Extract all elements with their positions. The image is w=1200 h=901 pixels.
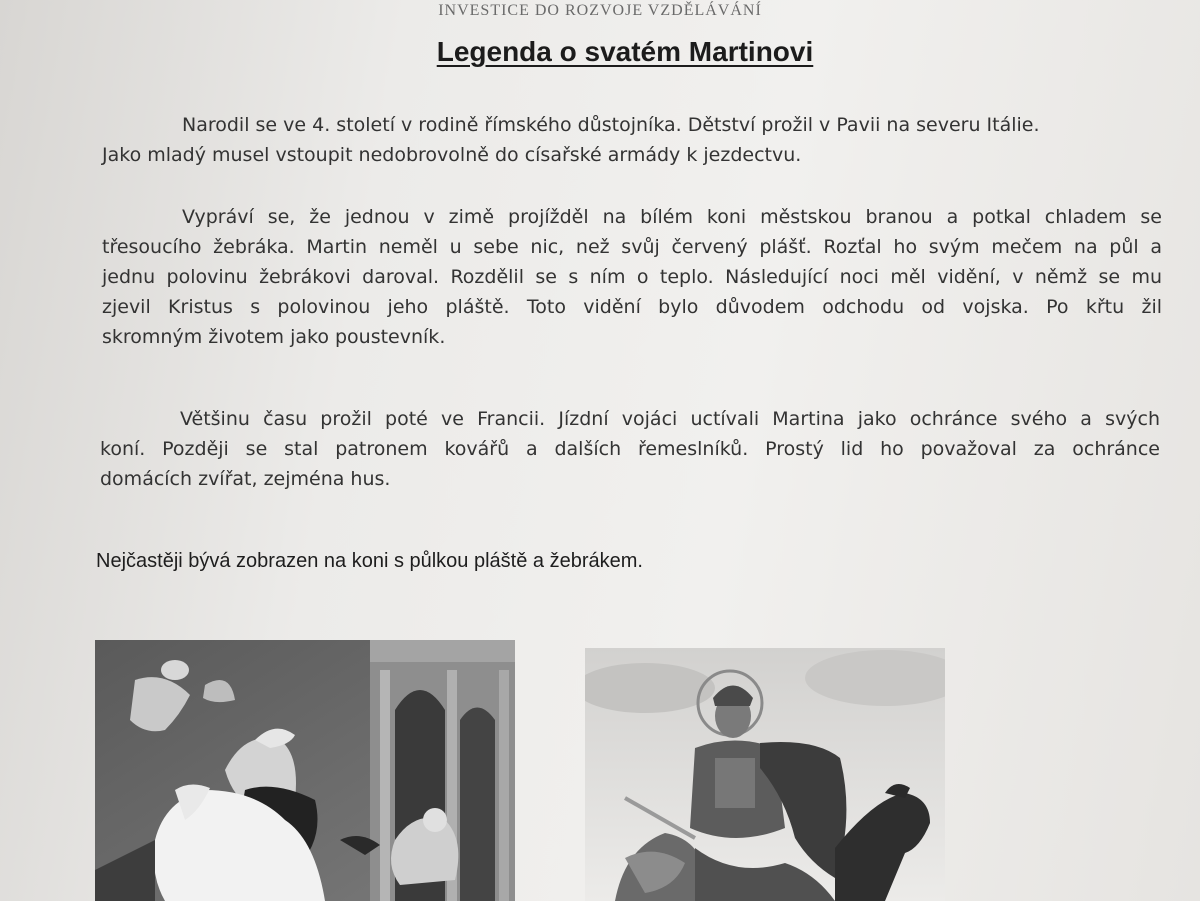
page-header: INVESTICE DO ROZVOJE VZDĚLÁVÁNÍ (438, 2, 762, 19)
paragraph-line: Jako mladý musel vstoupit nedobrovolně do císařské armády k jezdectvu. (102, 144, 802, 166)
paragraph-patron (100, 404, 1160, 494)
paragraph-legend (102, 202, 1162, 352)
paragraph-line: domácích zvířat, zejména hus. (100, 468, 391, 490)
page-title: Legenda o svatém Martinovi (436, 36, 814, 67)
paragraph-line: Vypráví se, že jednou v zimě projížděl na bílém koni městskou branou a potkal chladem se (182, 206, 1162, 228)
paragraph-line: skromným životem jako poustevník. (102, 326, 446, 348)
saint-martin-horseback-illustration (585, 648, 945, 901)
paragraph-line: koní. Později se stal patronem kovářů a dalších řemeslníků. Prostý lid ho považoval za ochránce (100, 438, 1160, 460)
paragraph-line: třesoucího žebráka. Martin neměl u sebe nic, než svůj červený plášť. Rozťal ho svým mečem na půl a (102, 236, 1162, 258)
paragraph-line: zjevil Kristus s polovinou jeho pláště. Toto vidění bylo důvodem odchodu od vojska. Po křtu žil (102, 296, 1162, 318)
paragraph-birth (102, 110, 1162, 170)
paragraph-depiction: Nejčastěji bývá zobrazen na koni s půlkou pláště a žebrákem. (96, 550, 643, 572)
paragraph-line: Narodil se ve 4. století v rodině římského důstojníka. Dětství prožil v Pavii na severu Itálie. (182, 114, 1040, 136)
paragraph-line: jednu polovinu žebrákovi daroval. Rozdělil se s ním o teplo. Následující noci měl vidění, v němž se mu (102, 266, 1162, 288)
paragraph-line: Většinu času prožil poté ve Francii. Jízdní vojáci uctívali Martina jako ochránce svého a svých (180, 408, 1160, 430)
saint-martin-gate-illustration (95, 640, 515, 901)
